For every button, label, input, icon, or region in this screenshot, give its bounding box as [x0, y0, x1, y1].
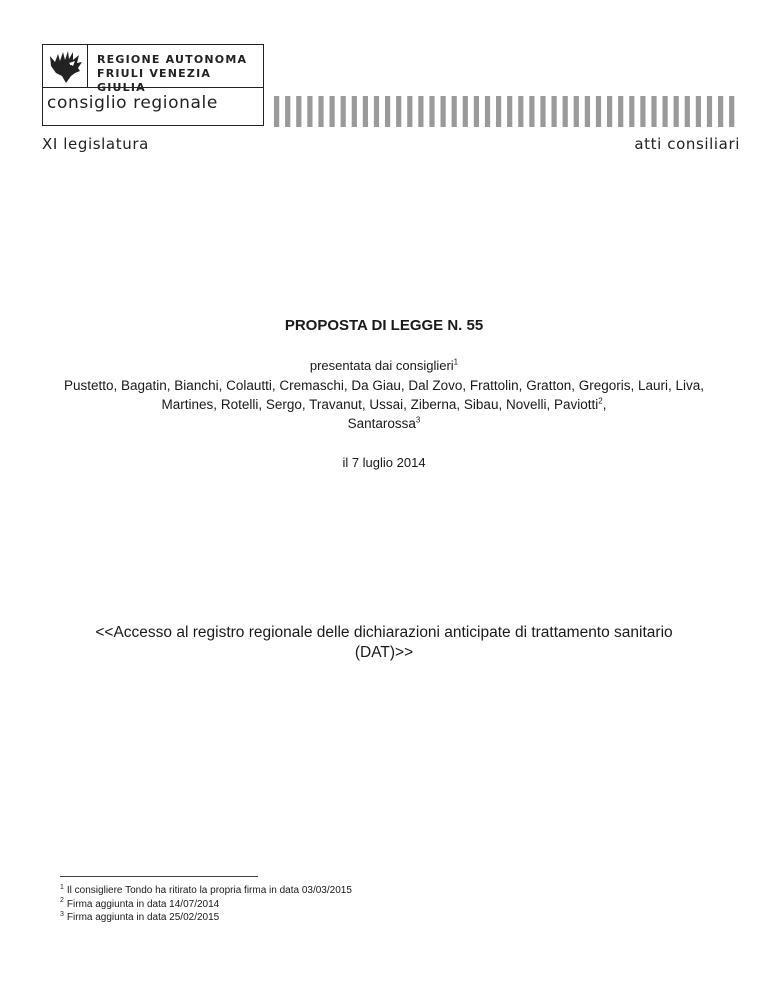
footnotes	[60, 884, 352, 925]
decorative-bar	[307, 96, 312, 127]
signers-last: Santarossa	[347, 416, 416, 431]
region-name-line2: FRIULI VENEZIA GIULIA	[97, 67, 212, 94]
footnote-separator	[60, 876, 258, 877]
decorative-bar	[274, 96, 279, 127]
decorative-bar	[729, 96, 734, 127]
eagle-emblem-icon	[49, 48, 83, 84]
decorative-bar	[518, 96, 523, 127]
decorative-bar	[352, 96, 357, 127]
decorative-bar	[529, 96, 534, 127]
decorative-bar	[341, 96, 346, 127]
decorative-bar	[429, 96, 434, 127]
section-label: atti consiliari	[634, 135, 740, 153]
footnote-ref-3: 3	[415, 415, 421, 425]
decorative-bar	[640, 96, 645, 127]
footnote-ref-1: 1	[453, 357, 459, 367]
decorative-bar	[385, 96, 390, 127]
decorative-bar	[441, 96, 446, 127]
decorative-bar	[374, 96, 379, 127]
decorative-bar	[396, 96, 401, 127]
footnote	[60, 898, 352, 912]
document-title: PROPOSTA DI LEGGE N. 55	[284, 317, 484, 334]
footnote	[60, 911, 352, 925]
decorative-bar	[563, 96, 568, 127]
footnote-number: 2	[60, 897, 64, 905]
decorative-bar	[296, 96, 301, 127]
legislature-label: XI legislatura	[42, 135, 149, 153]
signers-list	[60, 376, 708, 433]
header-box	[42, 44, 264, 126]
decorative-bar	[552, 96, 557, 127]
decorative-bar	[651, 96, 656, 127]
decorative-bar	[407, 96, 412, 127]
decorative-bar	[363, 96, 368, 127]
decorative-bar	[618, 96, 623, 127]
decorative-bar	[463, 96, 468, 127]
presented-by	[0, 358, 768, 373]
decorative-bar	[629, 96, 634, 127]
decorative-bar	[685, 96, 690, 127]
region-name	[97, 53, 263, 95]
footnote-text: Firma aggiunta in data 14/07/2014	[66, 898, 220, 910]
decorative-bar	[596, 96, 601, 127]
presented-by-text: presentata dai consiglieri	[309, 358, 454, 373]
decorative-bar	[663, 96, 668, 127]
decorative-bar	[485, 96, 490, 127]
decorative-bar	[474, 96, 479, 127]
decorative-bar	[452, 96, 457, 127]
decorative-bar	[718, 96, 723, 127]
decorative-bar-pattern	[274, 96, 740, 127]
decorative-bar	[607, 96, 612, 127]
signers-main: Pustetto, Bagatin, Bianchi, Colautti, Cremaschi, Da Giau, Dal Zovo, Frattolin, Gratton, Gregoris, Lauri, Liva, Martines, Rotelli, Sergo, Travanut, Ussai, Ziberna, Sibau, Novelli, Paviotti	[63, 378, 705, 412]
presentation-date: il 7 luglio 2014	[342, 455, 426, 470]
decorative-bar	[318, 96, 323, 127]
footnote-number: 1	[60, 883, 64, 891]
decorative-bar	[507, 96, 512, 127]
footnote-text: Il consigliere Tondo ha ritirato la propria firma in data 03/03/2015	[66, 885, 352, 896]
footnote	[60, 884, 352, 898]
footnote-number: 3	[60, 910, 64, 918]
header-vertical-divider	[87, 45, 88, 87]
decorative-bar	[418, 96, 423, 127]
decorative-bar	[696, 96, 701, 127]
decorative-bar	[330, 96, 335, 127]
signers-separator: ,	[602, 397, 607, 412]
footnote-text: Firma aggiunta in data 25/02/2015	[66, 912, 220, 923]
decorative-bar	[285, 96, 290, 127]
region-name-line1: REGIONE AUTONOMA	[97, 53, 248, 66]
decorative-bar	[585, 96, 590, 127]
decorative-bar	[574, 96, 579, 127]
decorative-bar	[496, 96, 501, 127]
document-subject: <<Accesso al registro regionale delle dichiarazioni anticipate di trattamento sanitario (DAT)>>	[95, 624, 673, 661]
header-horizontal-divider	[43, 87, 263, 88]
decorative-bar	[674, 96, 679, 127]
footnote-ref-2: 2	[598, 396, 603, 406]
decorative-bar	[540, 96, 545, 127]
decorative-bar	[707, 96, 712, 127]
council-name: consiglio regionale	[47, 93, 218, 113]
